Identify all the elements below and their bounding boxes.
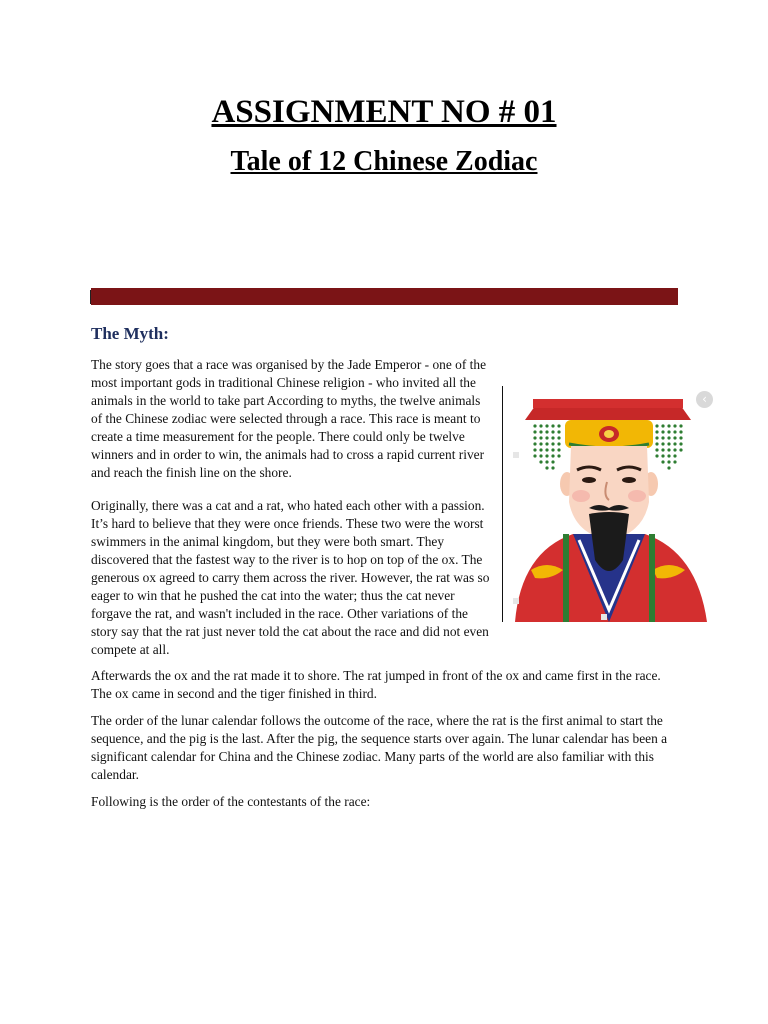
- section-heading: The Myth:: [91, 324, 169, 343]
- section-divider-bar: [91, 288, 678, 305]
- jade-emperor-drawing: [503, 384, 715, 624]
- jade-emperor-illustration: [503, 384, 715, 624]
- chevron-left-icon[interactable]: ‹: [696, 391, 713, 408]
- paragraph-order-intro: Following is the order of the contestants of the race:: [91, 794, 371, 809]
- paragraph-race-intro: The story goes that a race was organised by the Jade Emperor - one of the most important gods in traditional Chinese religion - who invited all the animals in the world to take part According to myths, the twelve animals of the Chinese zodiac were selected through a race. This race is meant to create a time measurement for the people. There could only be twelve winners and in order to win, the animals had to cross a rapid current river and reach the finish line on the shore.: [91, 357, 487, 480]
- paragraph-lunar-calendar: The order of the lunar calendar follows the outcome of the race, where the rat is the first animal to start the sequence, and the pig is the last. After the pig, the sequence starts over again. The lunar calendar has been a significant calendar for China and the Chinese zodiac. Many parts of the world are also familiar with this calendar.: [91, 713, 668, 782]
- paragraph-finish: Afterwards the ox and the rat made it to shore. The rat jumped in front of the ox and came first in the race. The ox came in second and the tiger finished in third.: [91, 668, 661, 701]
- assignment-title: ASSIGNMENT NO # 01: [211, 94, 557, 130]
- paragraph-cat-rat: Originally, there was a cat and a rat, who hated each other with a passion. It’s hard to believe that they were once friends. These two were the worst swimmers in the animal kingdom, but they were both smart. They discovered that the fastest way to the river is to hop on top of the ox. The generous ox agreed to carry them across the river. However, the rat was so eager to win that he pushed the cat into the water; thus the cat never forgave the rat, and wasn't included in the race. Other variations of the story say that the rat just never told the cat about the race and did not even compete at all.: [91, 498, 490, 657]
- assignment-subtitle: Tale of 12 Chinese Zodiac: [230, 146, 538, 177]
